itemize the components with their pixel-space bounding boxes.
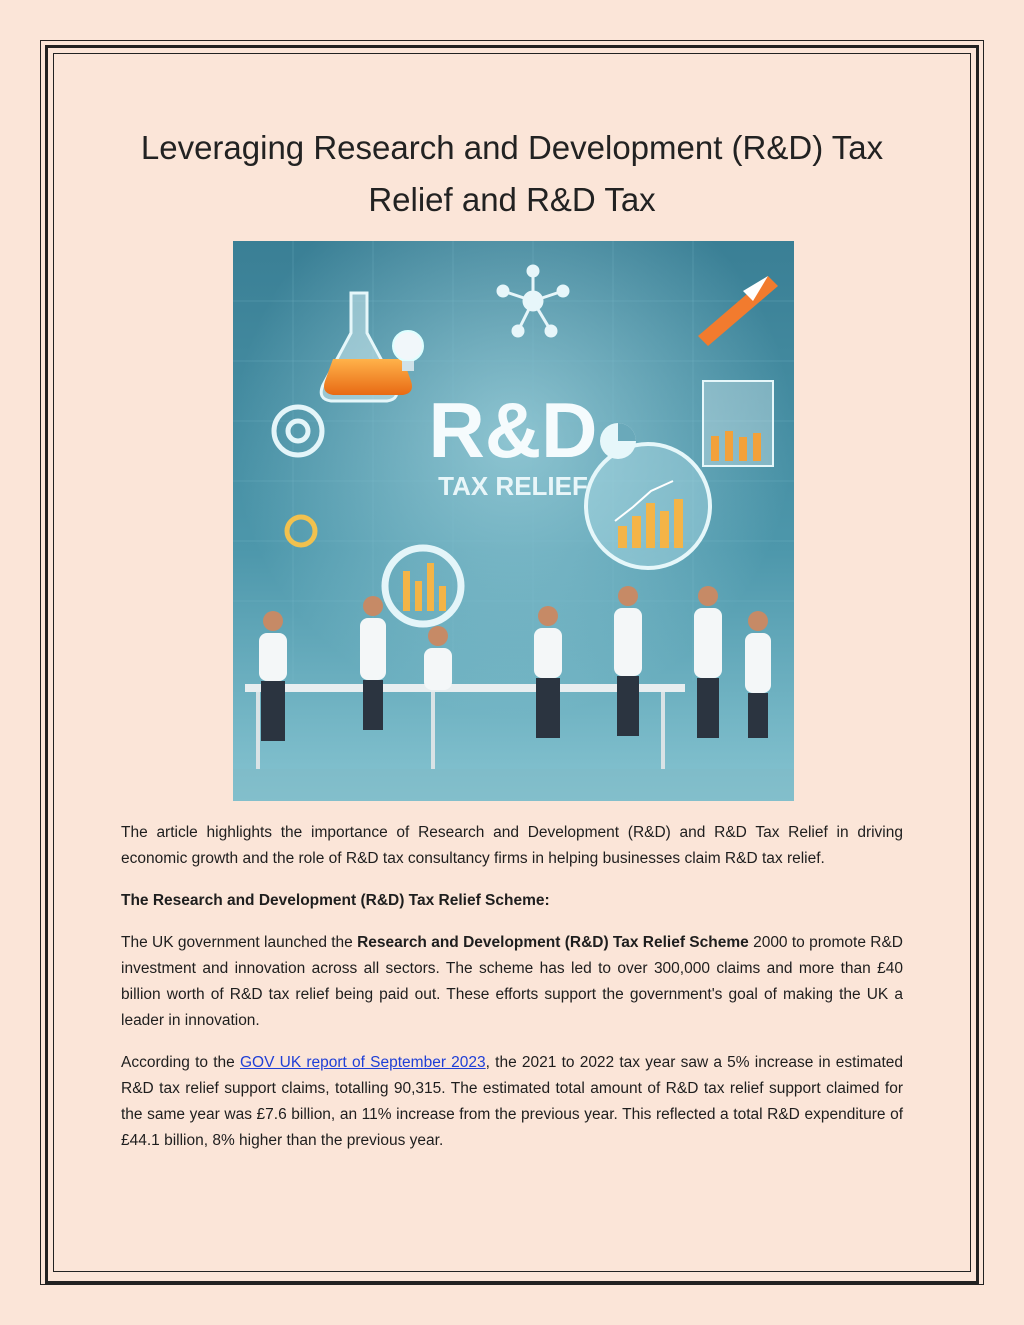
- scheme-name: Research and Development (R&D) Tax Relief Scheme: [357, 934, 749, 951]
- gov-report-link[interactable]: GOV UK report of September 2023: [239, 1054, 486, 1071]
- paragraph-report-lead: According to the: [121, 1054, 240, 1071]
- paragraph-scheme-rest: 2000 to promote R&D investment and innovation across all sectors. The scheme has led to over 300,000 claims and more than £40 billion worth of R&D tax relief being paid out. These efforts support the government's goal of making the UK a leader in innovation.: [121, 934, 903, 1029]
- hero-illustration: [233, 241, 794, 801]
- paragraph-report-rest: , the 2021 to 2022 tax year saw a 5% increase in estimated R&D tax relief support claims, totalling 90,315. The estimated total amount of R&D tax relief support claimed for the same year was £7.6 billion, an 11% increase from the previous year. This reflected a total R&D expenditure of £44.1 billion, 8% higher than the previous year.: [121, 1054, 903, 1149]
- paragraph-report: [121, 1050, 903, 1154]
- article-body: [121, 820, 903, 1170]
- intro-paragraph: The article highlights the importance of Research and Development (R&D) and R&D Tax Relief in driving economic growth and the role of R&D tax consultancy firms in helping businesses claim R&D tax relief.: [121, 824, 903, 867]
- paragraph-scheme-lead: The UK government launched the: [121, 934, 358, 951]
- hero-headline: R&D: [428, 386, 598, 474]
- chart-board-icon: [703, 381, 773, 466]
- hero-subheadline: TAX RELIEF: [438, 471, 588, 501]
- section-heading: The Research and Development (R&D) Tax Relief Scheme:: [121, 892, 550, 909]
- pie-chart-icon: [600, 423, 636, 459]
- magnifier-icon: [586, 444, 710, 568]
- paragraph-scheme: [121, 930, 903, 1034]
- document-title: Leveraging Research and Development (R&D) Tax Relief and R&D Tax: [140, 129, 884, 218]
